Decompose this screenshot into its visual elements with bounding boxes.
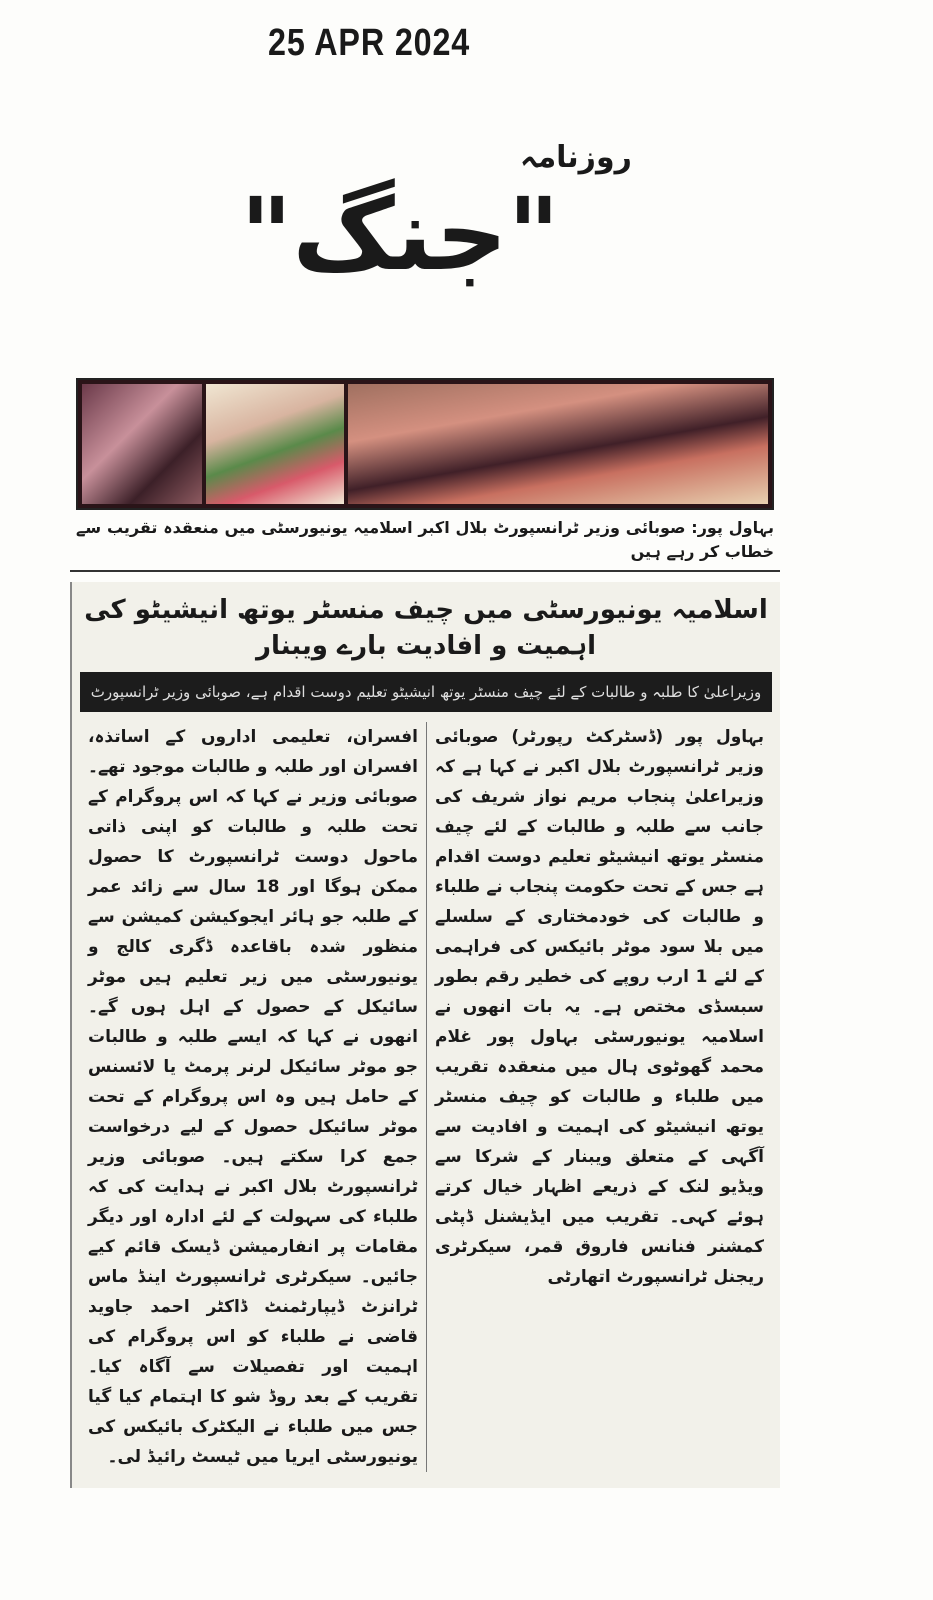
article-line: غلام محمد گھوٹوی ہال میں منعقدہ تقریب میں طلباء و bbox=[435, 1027, 765, 1107]
article-line: روپے کی خطیر رقم بطور سبسڈی مختص ہے۔ یہ bbox=[435, 967, 764, 1017]
article-line: کہی۔ تقریب میں ایڈیشنل ڈپٹی کمشنر فنانس bbox=[435, 1207, 764, 1257]
article-line: طلبہ و طالبات کے لئے چیف منسٹر یوتھ انیشیٹو تعلیم bbox=[435, 817, 764, 867]
article-line: افسران، تعلیمی اداروں کے اساتذہ، افسران bbox=[88, 727, 418, 777]
article-flow bbox=[70, 514, 780, 1488]
article-line: کرا سکتے ہیں۔ صوبائی وزیر ٹرانسپورٹ بلال bbox=[88, 1147, 418, 1197]
subheadline-bar bbox=[80, 672, 772, 712]
article-column-left bbox=[80, 722, 426, 1472]
article-line: ویڈیو لنک کے ذریعے اظہار خیال کرتے ہوئے bbox=[435, 1177, 765, 1227]
article-line: طالبات کو چیف منسٹر یوتھ انیشیٹو کی اہمیت و bbox=[435, 1087, 764, 1137]
masthead-logo: "جنگ" bbox=[240, 176, 560, 293]
article-line: و یونیورسٹی میں زیر تعلیم ہیں موٹر سائیکل کے bbox=[88, 937, 419, 1017]
headline: اسلامیہ یونیورسٹی میں چیف منسٹر یوتھ انیشیٹو کی اہمیت و افادیت بارے ویبنار bbox=[84, 595, 768, 661]
article-column-right bbox=[426, 722, 772, 1472]
article-line: کیا۔ تقریب کے بعد روڈ شو کا اہتمام کیا گیا جس bbox=[88, 1357, 419, 1437]
article-line: حصول کے اہل ہوں گے۔ انھوں نے کہا کہ bbox=[88, 997, 418, 1047]
article-line: موٹر سائیکل حصول کے لیے درخواست جمع bbox=[88, 1117, 418, 1167]
photo-caption: بہاول پور: صوبائی وزیر ٹرانسپورٹ بلال اکبر اسلامیہ یونیورسٹی میں منعقدہ تقریب سے خطاب کر رہے ہیں bbox=[70, 514, 780, 572]
article-line: میں طلباء نے الیکٹرک بائیکس کی یونیورسٹی ایریا bbox=[88, 1417, 418, 1467]
article-line: ڈیپارٹمنٹ ڈاکٹر احمد جاوید قاضی نے طلباء کو اس bbox=[88, 1297, 418, 1347]
article-line: بہاول پور (ڈسٹرکٹ رپورٹر) صوبائی bbox=[435, 727, 764, 747]
article-line: افادیت سے آگہی کے متعلق ویبنار کے شرکا سے bbox=[435, 1117, 764, 1167]
article-line: کیے جائیں۔ سیکرٹری ٹرانسپورٹ اینڈ ماس ٹرانزٹ bbox=[88, 1237, 418, 1317]
article-line: سود موٹر بائیکس کی فراہمی کے لئے 1 ارب bbox=[435, 937, 765, 987]
article-line: کہا کہ اس پروگرام کے تحت طلبہ و طالبات کو اپنی bbox=[88, 787, 418, 837]
article-line: دوست اقدام ہے جس کے تحت حکومت پنجاب bbox=[435, 847, 765, 897]
article-line: میں ٹیسٹ رائیڈ لی۔ bbox=[107, 1447, 279, 1467]
article-columns bbox=[80, 722, 772, 1472]
photo-video-link bbox=[206, 384, 344, 504]
masthead-label: روزنامہ bbox=[520, 140, 632, 175]
article-line: نے طلباء و طالبات کی خودمختاری کے سلسلے میں بلا bbox=[435, 877, 764, 957]
article-line: وزیراعلیٰ پنجاب مریم نواز شریف کی جانب سے bbox=[435, 787, 765, 837]
article-line: فاروق قمر، سیکرٹری ریجنل ٹرانسپورٹ اتھارٹی bbox=[435, 1237, 764, 1287]
photo-hall bbox=[348, 384, 768, 504]
article-line: ایسے طلبہ و طالبات جو موٹر سائیکل لرنر پرمٹ یا bbox=[88, 1027, 418, 1077]
article-line: اور 18 سال سے زائد عمر کے طلبہ جو ہائر bbox=[88, 877, 419, 927]
photo-audience bbox=[82, 384, 202, 504]
article-line: لائسنس کے حامل ہیں وہ اس پروگرام کے تحت bbox=[88, 1057, 418, 1107]
article-line: اکبر نے ہدایت کی کہ طلباء کی سہولت کے لئے bbox=[88, 1177, 419, 1227]
article-box bbox=[70, 582, 780, 1488]
photo-strip bbox=[76, 378, 774, 510]
article-line: اور طلبہ و طالبات موجود تھے۔ صوبائی وزیر نے bbox=[88, 757, 418, 807]
article-line: ایجوکیشن کمیشن سے منظور شدہ باقاعدہ ڈگری کالج bbox=[88, 907, 418, 957]
article-line: بات انھوں نے اسلامیہ یونیورسٹی بہاول پور bbox=[435, 997, 764, 1047]
subheadline: وزیراعلیٰ کا طلبہ و طالبات کے لئے چیف منسٹر یوتھ انیشیٹو تعلیم دوست اقدام ہے، صوبائی وزیر ٹرانسپورٹ bbox=[90, 683, 762, 701]
article-line: وزیر ٹرانسپورٹ بلال اکبر نے کہا ہے کہ bbox=[435, 757, 764, 777]
date-stamp: 25 APR 2024 bbox=[268, 22, 471, 64]
article-line: پروگرام کی اہمیت اور تفصیلات سے آگاہ bbox=[88, 1327, 418, 1377]
article-line: ذاتی ماحول دوست ٹرانسپورٹ کا حصول ممکن ہوگا bbox=[88, 817, 418, 897]
article-line: ادارہ اور دیگر مقامات پر انفارمیشن ڈیسک قائم bbox=[88, 1207, 418, 1257]
